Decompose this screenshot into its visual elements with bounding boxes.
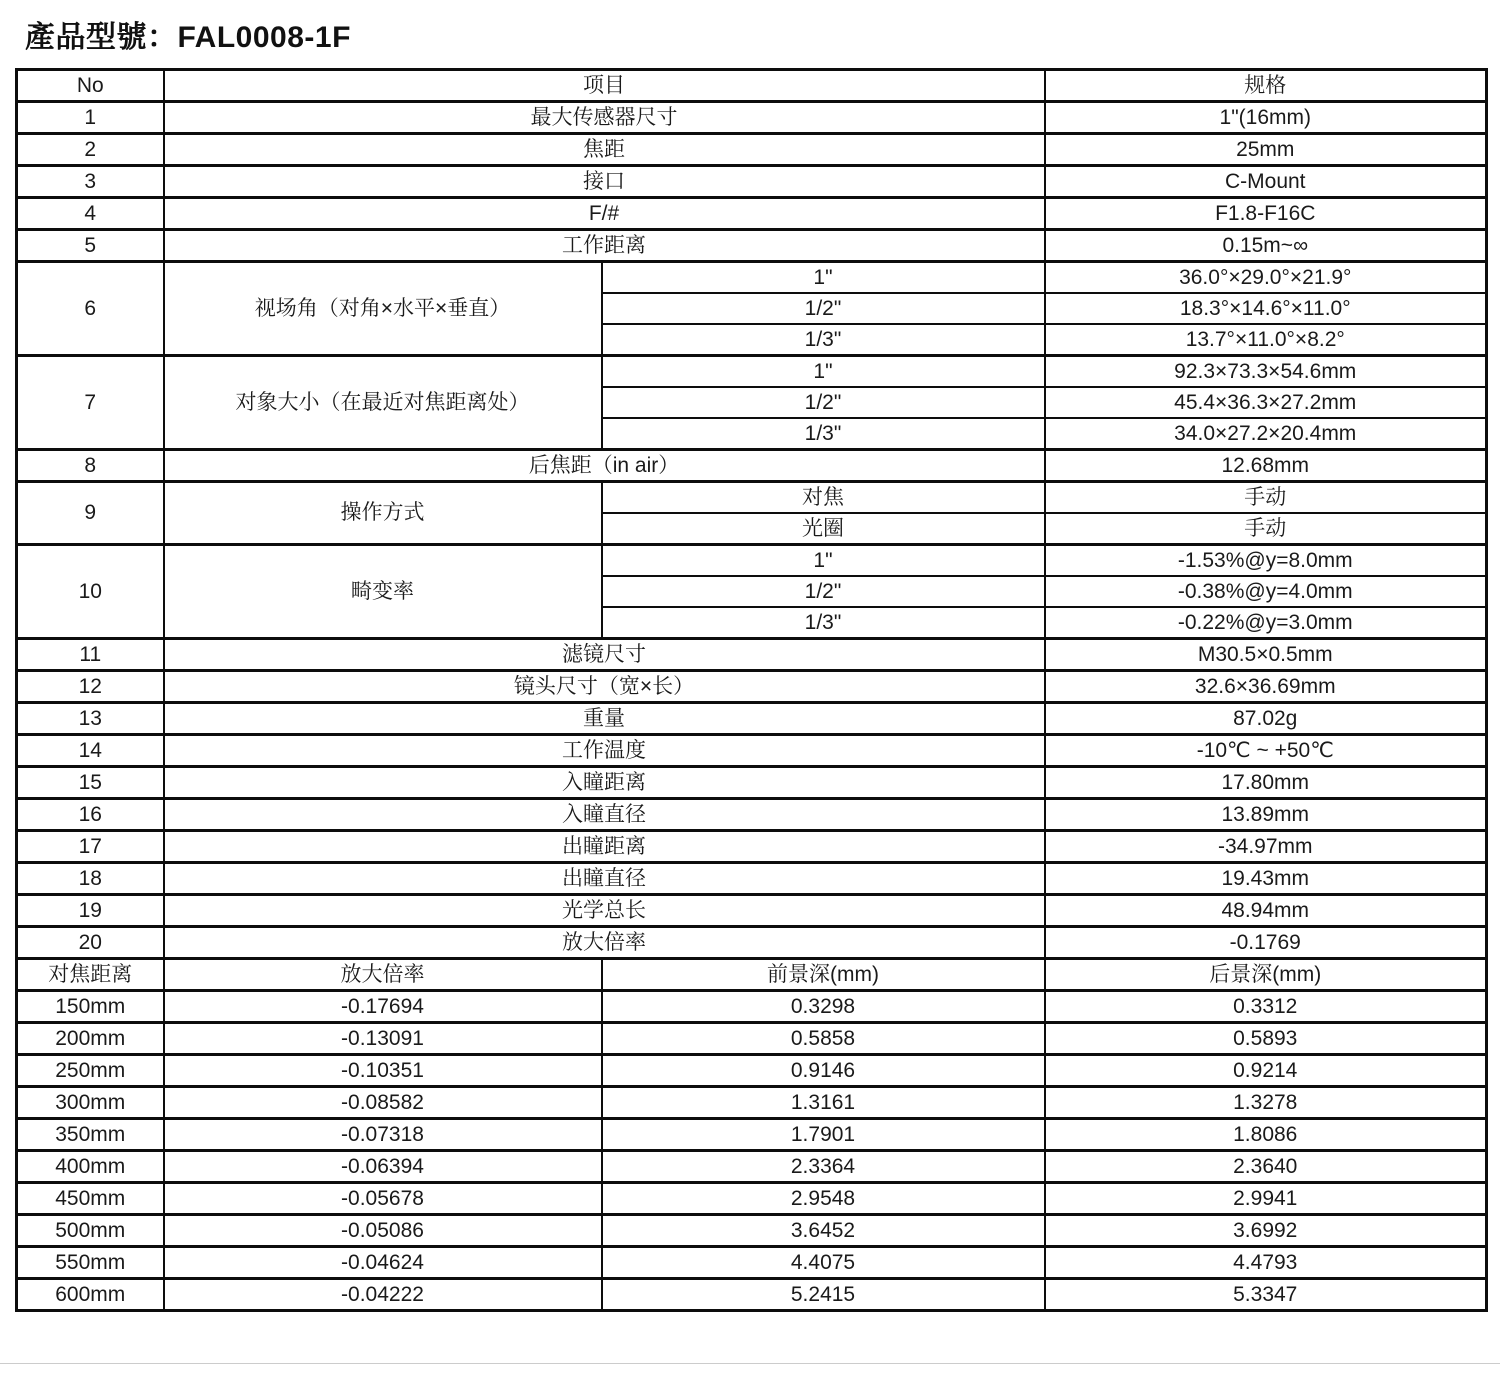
cell-front-dof: 0.9146: [602, 1055, 1045, 1087]
cell-item: 对象大小（在最近对焦距离处）: [164, 356, 602, 450]
cell-item: 放大倍率: [164, 927, 1045, 959]
cell-no: 8: [17, 450, 164, 482]
cell-magnification: -0.08582: [164, 1087, 602, 1119]
cell-no: 13: [17, 703, 164, 735]
cell-focus-distance: 300mm: [17, 1087, 164, 1119]
cell-item: F/#: [164, 198, 1045, 230]
cell-item: 操作方式: [164, 482, 602, 545]
cell-subitem: 光圈: [602, 513, 1045, 545]
cell-spec: M30.5×0.5mm: [1045, 639, 1487, 671]
dof-row: [17, 1215, 1487, 1247]
cell-subitem: 1/2": [602, 576, 1045, 607]
cell-focus-distance: 400mm: [17, 1151, 164, 1183]
cell-rear-dof: 2.3640: [1045, 1151, 1487, 1183]
cell-front-dof: 1.7901: [602, 1119, 1045, 1151]
cell-item: 光学总长: [164, 895, 1045, 927]
cell-spec: 1"(16mm): [1045, 102, 1487, 134]
cell-rear-dof: 0.5893: [1045, 1023, 1487, 1055]
cell-subitem: 1/3": [602, 418, 1045, 450]
cell-focus-distance: 150mm: [17, 991, 164, 1023]
header-item: 项目: [164, 70, 1045, 102]
cell-no: 6: [17, 262, 164, 356]
cell-front-dof: 0.5858: [602, 1023, 1045, 1055]
cell-no: 11: [17, 639, 164, 671]
dof-row: [17, 1119, 1487, 1151]
cell-no: 1: [17, 102, 164, 134]
cell-spec: 36.0°×29.0°×21.9°: [1045, 262, 1487, 294]
cell-spec: 手动: [1045, 513, 1487, 545]
cell-no: 4: [17, 198, 164, 230]
cell-no: 20: [17, 927, 164, 959]
cell-item: 后焦距（in air）: [164, 450, 1045, 482]
cell-spec: -0.22%@y=3.0mm: [1045, 607, 1487, 639]
cell-magnification: -0.04222: [164, 1279, 602, 1311]
cell-subitem: 1/2": [602, 293, 1045, 324]
cell-spec: 12.68mm: [1045, 450, 1487, 482]
cell-spec: 17.80mm: [1045, 767, 1487, 799]
spec-row-group: [17, 356, 1487, 388]
cell-item: 工作温度: [164, 735, 1045, 767]
cell-magnification: -0.17694: [164, 991, 602, 1023]
cell-focus-distance: 500mm: [17, 1215, 164, 1247]
cell-spec: 92.3×73.3×54.6mm: [1045, 356, 1487, 388]
cell-no: 10: [17, 545, 164, 639]
cell-magnification: -0.07318: [164, 1119, 602, 1151]
cell-front-dof: 3.6452: [602, 1215, 1045, 1247]
cell-no: 14: [17, 735, 164, 767]
spec-row: [17, 230, 1487, 262]
spec-row-group: [17, 545, 1487, 577]
dof-row: [17, 1055, 1487, 1087]
cell-front-dof: 2.9548: [602, 1183, 1045, 1215]
cell-no: 3: [17, 166, 164, 198]
cell-no: 17: [17, 831, 164, 863]
cell-no: 19: [17, 895, 164, 927]
dof-row: [17, 1279, 1487, 1311]
cell-focus-distance: 250mm: [17, 1055, 164, 1087]
cell-front-dof: 0.3298: [602, 991, 1045, 1023]
dof-row: [17, 1087, 1487, 1119]
cell-magnification: -0.04624: [164, 1247, 602, 1279]
cell-subitem: 1": [602, 545, 1045, 577]
cell-item: 焦距: [164, 134, 1045, 166]
product-model-title: 產品型號：FAL0008-1F: [25, 21, 351, 54]
cell-no: 15: [17, 767, 164, 799]
cell-item: 最大传感器尺寸: [164, 102, 1045, 134]
spec-row: [17, 735, 1487, 767]
cell-no: 7: [17, 356, 164, 450]
cell-item: 出瞳距离: [164, 831, 1045, 863]
cell-item: 畸变率: [164, 545, 602, 639]
cell-subitem: 1": [602, 262, 1045, 294]
spec-row: [17, 671, 1487, 703]
cell-rear-dof: 0.3312: [1045, 991, 1487, 1023]
cell-magnification: -0.13091: [164, 1023, 602, 1055]
dof-table-header-row: [17, 959, 1487, 991]
cell-spec: -0.38%@y=4.0mm: [1045, 576, 1487, 607]
cell-no: 2: [17, 134, 164, 166]
spec-row-group: [17, 482, 1487, 514]
cell-spec: 48.94mm: [1045, 895, 1487, 927]
spec-row: [17, 767, 1487, 799]
cell-subitem: 1/3": [602, 607, 1045, 639]
header-front-dof: 前景深(mm): [602, 959, 1045, 991]
cell-rear-dof: 1.3278: [1045, 1087, 1487, 1119]
header-no: No: [17, 70, 164, 102]
spec-row: [17, 799, 1487, 831]
cell-subitem: 1/2": [602, 387, 1045, 418]
cell-spec: C-Mount: [1045, 166, 1487, 198]
cell-spec: F1.8-F16C: [1045, 198, 1487, 230]
spec-row: [17, 895, 1487, 927]
cell-focus-distance: 600mm: [17, 1279, 164, 1311]
spec-row-group: [17, 262, 1487, 294]
cell-spec: 手动: [1045, 482, 1487, 514]
cell-item: 视场角（对角×水平×垂直）: [164, 262, 602, 356]
spec-row: [17, 863, 1487, 895]
cell-spec: 87.02g: [1045, 703, 1487, 735]
spec-row: [17, 450, 1487, 482]
cell-spec: -34.97mm: [1045, 831, 1487, 863]
cell-rear-dof: 5.3347: [1045, 1279, 1487, 1311]
cell-front-dof: 2.3364: [602, 1151, 1045, 1183]
cell-magnification: -0.05086: [164, 1215, 602, 1247]
cell-item: 接口: [164, 166, 1045, 198]
header-focus-distance: 对焦距离: [17, 959, 164, 991]
cell-no: 9: [17, 482, 164, 545]
cell-spec: 13.89mm: [1045, 799, 1487, 831]
cell-no: 18: [17, 863, 164, 895]
cell-focus-distance: 200mm: [17, 1023, 164, 1055]
dof-row: [17, 1183, 1487, 1215]
spec-row: [17, 639, 1487, 671]
spec-row: [17, 198, 1487, 230]
cell-front-dof: 1.3161: [602, 1087, 1045, 1119]
dof-row: [17, 1023, 1487, 1055]
cell-spec: 25mm: [1045, 134, 1487, 166]
cell-no: 16: [17, 799, 164, 831]
cell-spec: 13.7°×11.0°×8.2°: [1045, 324, 1487, 356]
cell-item: 滤镜尺寸: [164, 639, 1045, 671]
cell-front-dof: 4.4075: [602, 1247, 1045, 1279]
cell-spec: 19.43mm: [1045, 863, 1487, 895]
dof-row: [17, 991, 1487, 1023]
cell-subitem: 1/3": [602, 324, 1045, 356]
cell-spec: -0.1769: [1045, 927, 1487, 959]
cell-rear-dof: 0.9214: [1045, 1055, 1487, 1087]
cell-no: 5: [17, 230, 164, 262]
cell-focus-distance: 350mm: [17, 1119, 164, 1151]
cell-no: 12: [17, 671, 164, 703]
cell-item: 入瞳距离: [164, 767, 1045, 799]
cell-spec: 32.6×36.69mm: [1045, 671, 1487, 703]
cell-magnification: -0.10351: [164, 1055, 602, 1087]
cell-focus-distance: 450mm: [17, 1183, 164, 1215]
cell-item: 镜头尺寸（宽×长）: [164, 671, 1045, 703]
spec-row: [17, 831, 1487, 863]
spec-row: [17, 166, 1487, 198]
dof-row: [17, 1151, 1487, 1183]
spec-row: [17, 703, 1487, 735]
bottom-divider: [0, 1363, 1500, 1364]
cell-spec: -10℃ ~ +50℃: [1045, 735, 1487, 767]
cell-subitem: 对焦: [602, 482, 1045, 514]
cell-spec: 45.4×36.3×27.2mm: [1045, 387, 1487, 418]
cell-focus-distance: 550mm: [17, 1247, 164, 1279]
cell-front-dof: 5.2415: [602, 1279, 1045, 1311]
cell-item: 出瞳直径: [164, 863, 1045, 895]
cell-magnification: -0.06394: [164, 1151, 602, 1183]
header-magnification: 放大倍率: [164, 959, 602, 991]
cell-item: 重量: [164, 703, 1045, 735]
cell-rear-dof: 3.6992: [1045, 1215, 1487, 1247]
cell-spec: -1.53%@y=8.0mm: [1045, 545, 1487, 577]
cell-spec: 18.3°×14.6°×11.0°: [1045, 293, 1487, 324]
spec-table-header-row: [17, 70, 1487, 102]
header-spec: 规格: [1045, 70, 1487, 102]
cell-rear-dof: 4.4793: [1045, 1247, 1487, 1279]
cell-item: 工作距离: [164, 230, 1045, 262]
dof-row: [17, 1247, 1487, 1279]
header-rear-dof: 后景深(mm): [1045, 959, 1487, 991]
cell-rear-dof: 2.9941: [1045, 1183, 1487, 1215]
spec-row: [17, 134, 1487, 166]
spec-row: [17, 102, 1487, 134]
cell-spec: 0.15m~∞: [1045, 230, 1487, 262]
spec-row: [17, 927, 1487, 959]
cell-rear-dof: 1.8086: [1045, 1119, 1487, 1151]
cell-spec: 34.0×27.2×20.4mm: [1045, 418, 1487, 450]
cell-subitem: 1": [602, 356, 1045, 388]
cell-magnification: -0.05678: [164, 1183, 602, 1215]
spec-table: [15, 68, 1488, 1312]
cell-item: 入瞳直径: [164, 799, 1045, 831]
